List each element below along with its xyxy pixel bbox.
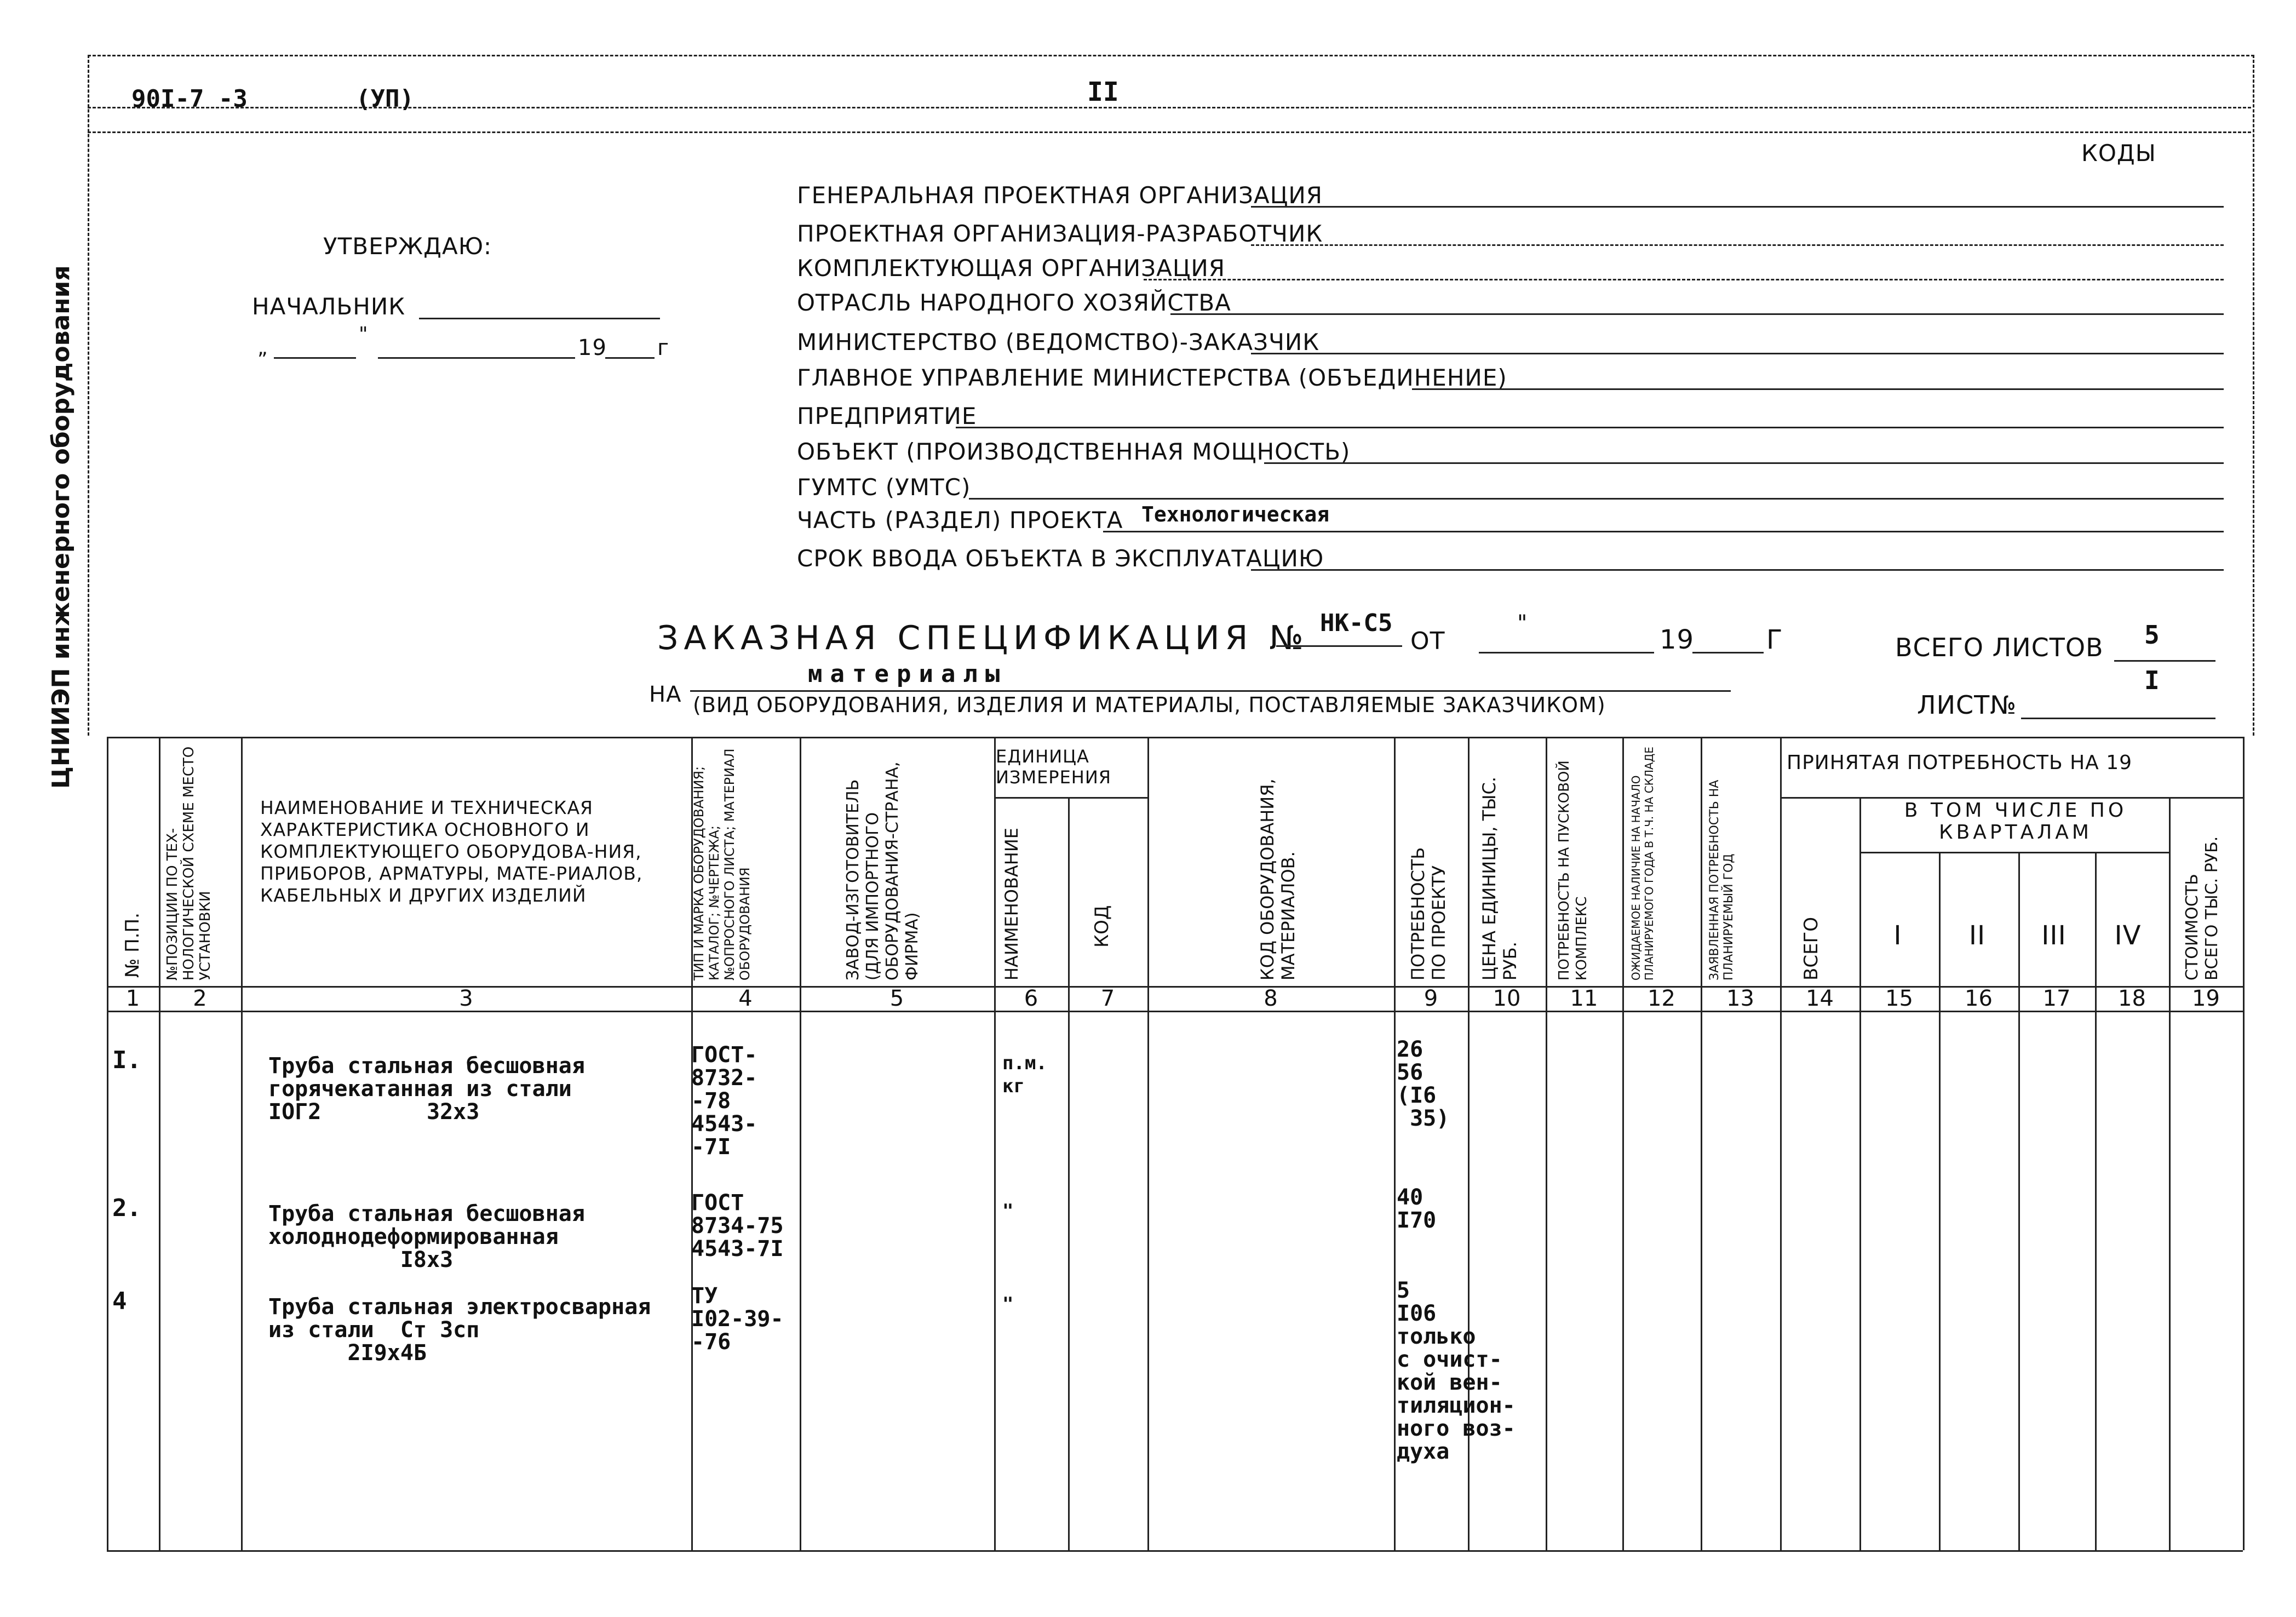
spec-number: НК-С5 <box>1320 609 1393 637</box>
col5-header: ЗАВОД-ИЗГОТОВИТЕЛЬ (ДЛЯ ИМПОРТНОГО ОБОРУДОВАНИЯ-СТРАНА, ФИРМА) <box>843 761 922 980</box>
column-number: 7 <box>1100 986 1115 1011</box>
spec-number-line <box>1276 645 1402 647</box>
col16-header: II <box>1968 920 1986 951</box>
field-label: ГЛАВНОЕ УПРАВЛЕНИЕ МИНИСТЕРСТВА (ОБЪЕДИНЕНИЕ) <box>797 364 1507 391</box>
field-label: ОБЪЕКТ (ПРОИЗВОДСТВЕННАЯ МОЩНОСТЬ) <box>797 438 1351 465</box>
grid-line <box>1859 797 1861 1550</box>
col3-header: НАИМЕНОВАНИЕ И ТЕХНИЧЕСКАЯ ХАРАКТЕРИСТИКА ОСНОВНОГО И КОМПЛЕКТУЮЩЕГО ОБОРУДОВА-НИЯ, ПРИБОРОВ, АРМАТУРЫ, МАТЕ-РИАЛОВ, КАБЕЛЬНЫХ И ДРУГИХ ИЗДЕЛИЙ <box>260 797 643 906</box>
spec-kind-caption: (ВИД ОБОРУДОВАНИЯ, ИЗДЕЛИЯ И МАТЕРИАЛЫ, ПОСТАВЛЯЕМЫЕ ЗАКАЗЧИКОМ) <box>693 693 1606 717</box>
date-year-suffix: г <box>657 335 670 360</box>
date-quote: " <box>359 323 369 346</box>
grid-line <box>159 737 160 1550</box>
spec-date-line <box>1479 652 1654 653</box>
field-line <box>1251 353 2224 354</box>
row-name: Труба стальная электросварная из стали Ст 3сп 2I9x4Б <box>268 1294 651 1366</box>
column-number: 9 <box>1423 986 1438 1011</box>
total-sheets-label: ВСЕГО ЛИСТОВ <box>1895 633 2104 662</box>
doc-part: (УП) <box>356 85 414 113</box>
col13-header: ЗАЯВЛЕННАЯ ПОТРЕБНОСТЬ НА ПЛАНИРУЕМЫЙ ГОД <box>1708 779 1736 980</box>
spec-from: ОТ <box>1410 627 1445 655</box>
row-number: 2. <box>112 1194 141 1222</box>
col17-header: III <box>2041 920 2067 951</box>
column-number: 18 <box>2118 986 2146 1011</box>
sheet-line <box>2021 718 2215 719</box>
total-sheets-line <box>2114 660 2215 662</box>
sheet-number: II <box>1087 77 1119 107</box>
grid-line <box>994 737 996 1550</box>
column-number: 8 <box>1264 986 1278 1011</box>
spec-kind: материалы <box>808 660 1008 688</box>
grid-line <box>1147 737 1149 1550</box>
spec-title: ЗАКАЗНАЯ СПЕЦИФИКАЦИЯ № <box>657 619 1309 657</box>
field-label: ГЕНЕРАЛЬНАЯ ПРОЕКТНАЯ ОРГАНИЗАЦИЯ <box>797 182 1323 209</box>
grid-line <box>1939 852 1941 1550</box>
date-day-line <box>274 357 356 359</box>
grid-line <box>1701 737 1702 1550</box>
column-number: 19 <box>2192 986 2220 1011</box>
field-line <box>1412 388 2224 390</box>
row-demand: 40 I70 <box>1397 1185 1437 1233</box>
doc-code: 90I-7 -3 <box>131 85 248 113</box>
field-label: ПРОЕКТНАЯ ОРГАНИЗАЦИЯ-РАЗРАБОТЧИК <box>797 220 1323 247</box>
col10-header: ЦЕНА ЕДИНИЦЫ, ТЫС. РУБ. <box>1479 776 1520 980</box>
side-label: ЦНИИЭП инженерного оборудования <box>47 265 75 789</box>
grid-line <box>1068 797 1070 1550</box>
row-unit: п.м. кг <box>1002 1052 1047 1097</box>
field-label: ГУМТС (УМТС) <box>797 474 971 501</box>
sheet-value: I <box>2144 666 2160 695</box>
chief-label: НАЧАЛЬНИК <box>252 293 406 320</box>
grid-line <box>1546 737 1547 1550</box>
column-number: 3 <box>459 986 473 1011</box>
field-line <box>1144 279 2224 280</box>
field-line <box>969 498 2224 500</box>
col11-header: ПОТРЕБНОСТЬ НА ПУСКОВОЙ КОМПЛЕКС <box>1556 760 1590 980</box>
grid-line <box>2018 852 2020 1550</box>
field-label: СРОК ВВОДА ОБЪЕКТА В ЭКСПЛУАТАЦИЮ <box>797 545 1324 572</box>
col6-header: НАИМЕНОВАНИЕ <box>1001 827 1022 980</box>
date-year-line <box>605 357 655 359</box>
grid-line <box>1780 737 1782 1550</box>
column-number: 16 <box>1965 986 1993 1011</box>
column-number: 6 <box>1024 986 1038 1011</box>
row-number: I. <box>112 1046 141 1074</box>
column-number: 1 <box>125 986 140 1011</box>
date-month-line <box>378 357 575 359</box>
row-type: ГОСТ 8734-75 4543-7I <box>691 1190 784 1262</box>
col1-header: № П.П. <box>122 913 144 978</box>
sheet-label: ЛИСТ№ <box>1917 690 2017 720</box>
field-label: ОТРАСЛЬ НАРОДНОГО ХОЗЯЙСТВА <box>797 289 1231 316</box>
row-number: 4 <box>112 1287 127 1315</box>
grid-line <box>1780 797 2243 799</box>
field-line <box>1264 462 2224 464</box>
spec-on: НА <box>649 682 682 707</box>
col2-header: №ПОЗИЦИИ ПО ТЕХ-НОЛОГИЧЕСКОЙ СХЕМЕ МЕСТО УСТАНОВКИ <box>164 746 214 980</box>
col14-header: ВСЕГО <box>1800 916 1822 980</box>
grid-line <box>241 737 243 1550</box>
col9-header: ПОТРЕБНОСТЬ ПО ПРОЕКТУ <box>1408 847 1449 980</box>
col18-header: IV <box>2114 920 2142 951</box>
col4-header: ТИП И МАРКА ОБОРУДОВАНИЯ; КАТАЛОГ; №ЧЕРТЕЖА; №ОПРОСНОГО ЛИСТА; МАТЕРИАЛ ОБОРУДОВАНИЯ <box>691 748 753 980</box>
field-line <box>956 427 2224 428</box>
column-number: 14 <box>1806 986 1834 1011</box>
column-number: 15 <box>1885 986 1913 1011</box>
field-label: КОМПЛЕКТУЮЩАЯ ОРГАНИЗАЦИЯ <box>797 255 1226 282</box>
column-number: 2 <box>193 986 207 1011</box>
grid-line <box>2095 852 2097 1550</box>
field-line <box>1251 244 2224 246</box>
field-label: ПРЕДПРИЯТИЕ <box>797 403 977 429</box>
date-open-quote: „ <box>257 337 268 359</box>
col7-header: КОД <box>1091 905 1113 948</box>
row-unit: " <box>1002 1200 1014 1222</box>
column-number: 13 <box>1726 986 1754 1011</box>
row-unit: " <box>1002 1293 1014 1315</box>
grid-line <box>994 797 1147 799</box>
quarters-group-header: В ТОМ ЧИСЛЕ ПО КВАРТАЛАМ <box>1904 799 2127 844</box>
col15-header: I <box>1893 920 1902 951</box>
row-name: Труба стальная бесшовная холоднодеформированная I8x3 <box>268 1201 585 1272</box>
spec-year-line <box>1692 652 1764 653</box>
spec-quote: " <box>1517 611 1528 636</box>
grid-line <box>2169 797 2171 1550</box>
row-demand: 5 I06 только с очист- кой вен- тиляцион- ного воз- духа <box>1397 1278 1516 1464</box>
chief-line <box>419 318 660 319</box>
row-name: Труба стальная бесшовная горячекатанная из стали IOГ2 32x3 <box>268 1053 585 1125</box>
row-demand: 26 56 (I6 35) <box>1397 1037 1450 1131</box>
grid-line <box>107 737 2243 738</box>
grid-line <box>800 737 801 1550</box>
field-label: ЧАСТЬ (РАЗДЕЛ) ПРОЕКТА <box>797 507 1123 534</box>
column-number: 10 <box>1493 986 1521 1011</box>
grid-line <box>107 1550 2243 1552</box>
column-number: 11 <box>1570 986 1598 1011</box>
date-year: 19 <box>578 335 607 360</box>
column-number: 4 <box>738 986 753 1011</box>
field-line <box>1251 206 2224 208</box>
approve-label: УТВЕРЖДАЮ: <box>323 233 492 260</box>
field-line <box>1103 531 2224 532</box>
top-dashes <box>88 131 2251 133</box>
column-number: 12 <box>1648 986 1675 1011</box>
col12-header: ОЖИДАЕМОЕ НАЛИЧИЕ НА НАЧАЛО ПЛАНИРУЕМОГО ГОДА В Т.Ч. НА СКЛАДЕ <box>1629 747 1656 980</box>
grid-line <box>2243 737 2245 1550</box>
column-number: 17 <box>2042 986 2071 1011</box>
col8-header: КОД ОБОРУДОВАНИЯ, МАТЕРИАЛОВ. <box>1257 778 1299 980</box>
column-number: 5 <box>889 986 904 1011</box>
grid-line <box>107 737 108 1550</box>
field-line <box>1170 313 2224 315</box>
grid-line <box>1859 852 2169 853</box>
grid-line <box>1622 737 1624 1550</box>
field-value: Технологическая <box>1141 502 1330 526</box>
spec-year-suffix: Г <box>1766 624 1783 655</box>
total-sheets: 5 <box>2144 620 2160 650</box>
spec-year: 19 <box>1660 624 1695 655</box>
col6-group-header: ЕДИНИЦА ИЗМЕРЕНИЯ <box>996 746 1112 788</box>
col19-header: СТОИМОСТЬ ВСЕГО ТЫС. РУБ. <box>2183 836 2222 980</box>
field-label: МИНИСТЕРСТВО (ВЕДОМСТВО)-ЗАКАЗЧИК <box>797 329 1320 355</box>
field-line <box>1251 569 2224 571</box>
spec-kind-line <box>690 690 1731 692</box>
codes-label: КОДЫ <box>2081 140 2156 167</box>
row-type: ГОСТ- 8732- -78 4543- -7I <box>691 1042 757 1160</box>
accepted-header: ПРИНЯТАЯ ПОТРЕБНОСТЬ НА 19 <box>1787 752 2133 774</box>
grid-line <box>1394 737 1396 1550</box>
row-type: ТУ I02-39- -76 <box>691 1283 784 1355</box>
